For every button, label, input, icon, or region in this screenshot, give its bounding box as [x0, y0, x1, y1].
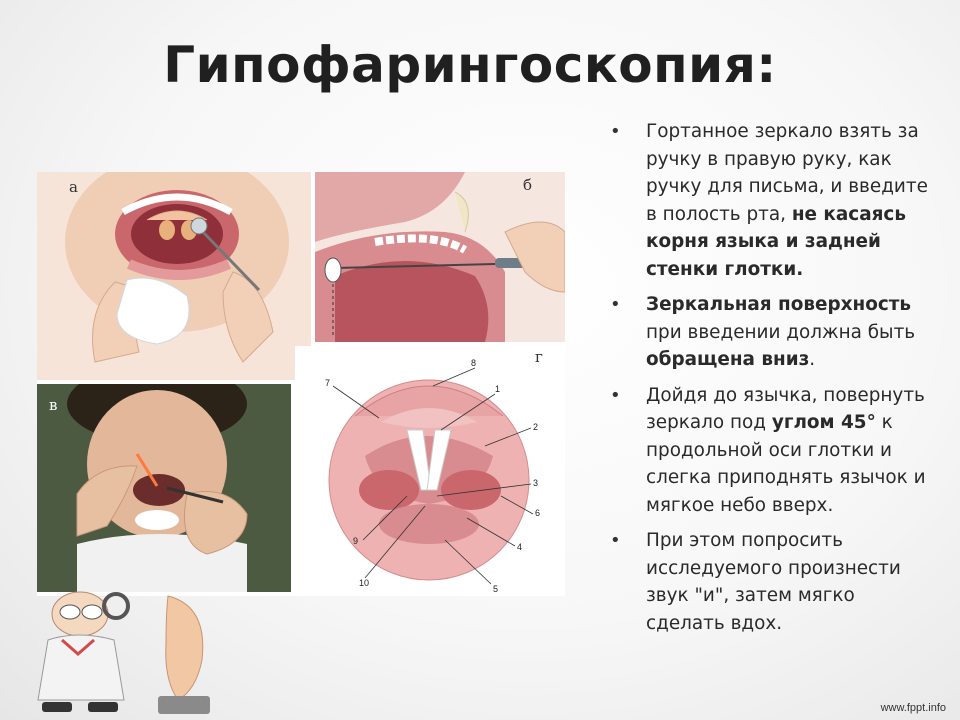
- bullet-marker: •: [610, 384, 621, 406]
- bullet-text-bold: не касаясь корня языка и задней стенки глотки.: [646, 203, 906, 280]
- panel-v: [37, 384, 291, 592]
- panel-label: в: [49, 396, 58, 414]
- bullet-item: [604, 118, 934, 283]
- bullet-marker: •: [610, 121, 621, 142]
- diagram-number-8: 8: [471, 358, 477, 368]
- panel-g: [295, 346, 565, 596]
- bullet-item: [604, 382, 934, 520]
- panel-b: [315, 172, 565, 342]
- bullet-marker: •: [610, 530, 621, 551]
- slide-title: Гипофарингоскопия:: [163, 36, 777, 94]
- sagittal-section-illustration: [315, 172, 565, 342]
- panel-label: б: [523, 176, 533, 194]
- bullet-text-part: к продольной оси глотки и слегка приподнять язычок и мягкое небо вверх.: [646, 412, 926, 516]
- panel-a: [37, 172, 311, 380]
- diagram-number-1: 1: [495, 384, 501, 394]
- diagram-number-9: 9: [353, 536, 359, 546]
- diagram-number-2: 2: [533, 422, 539, 432]
- bullet-text: [646, 121, 928, 280]
- bullet-item: [604, 291, 934, 374]
- diagram-number-4: 4: [517, 542, 523, 552]
- diagram-number-5: 5: [493, 584, 499, 594]
- bullet-text-part: .: [809, 349, 816, 370]
- bullet-text-bold: Зеркальная поверхность: [646, 294, 912, 315]
- diagram-number-10: 10: [359, 578, 370, 588]
- bullet-list: [604, 118, 934, 645]
- diagram-number-7: 7: [325, 378, 331, 388]
- diagram-number-6: 6: [535, 508, 541, 518]
- bullet-text-part: Гортанное зеркало взять за ручку в правую руку, как ручку для письма, и введите в полость рта,: [646, 121, 928, 225]
- bullet-text-part: Дойдя до язычка, повернуть зеркало под: [646, 384, 925, 433]
- larynx-mirror-view-diagram: [295, 346, 565, 596]
- panel-label: а: [69, 178, 78, 196]
- diagram-number-3: 3: [533, 478, 539, 488]
- footer-site-label: www.fppt.info: [880, 702, 946, 714]
- bullet-text-bold: обращена вниз: [646, 349, 810, 370]
- bullet-text: [646, 294, 915, 370]
- bullet-text: [646, 385, 926, 516]
- bullet-item: [604, 527, 934, 637]
- bullet-text-bold: углом 45°: [771, 412, 876, 433]
- bullet-marker: •: [610, 294, 621, 315]
- bullet-text: [646, 530, 901, 634]
- panel-label: г: [535, 348, 543, 366]
- bullet-text-part: При этом попросить исследуемого произнести звук "и", затем мягко сделать вдох.: [646, 530, 901, 634]
- bullet-text-part: при введении должна быть: [646, 321, 916, 343]
- mouth-exam-illustration: [37, 172, 311, 380]
- medical-illustration-figure: [37, 172, 565, 596]
- patient-exam-photo: [37, 384, 291, 592]
- cartoon-doctor-illustration: [18, 590, 218, 718]
